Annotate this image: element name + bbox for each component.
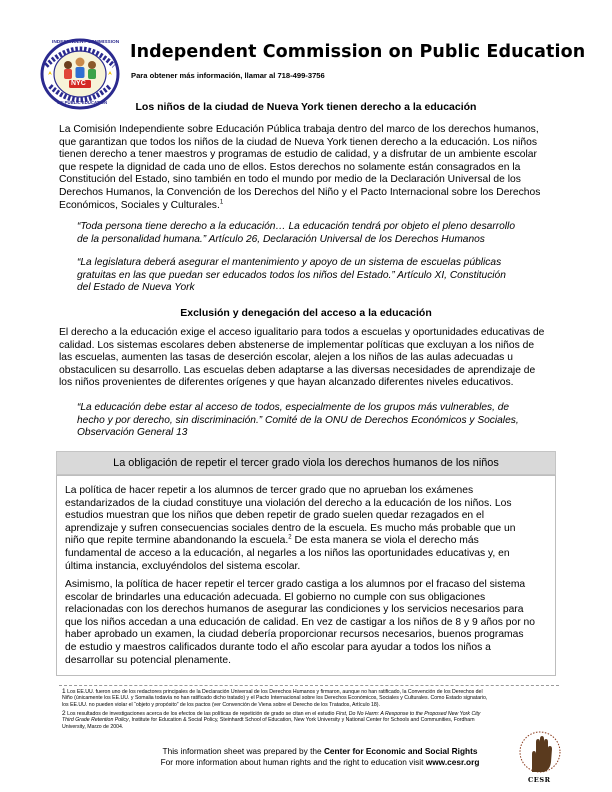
quote-line: gratuitas en las que puedan ser educados todos los niños del Estado.” Artículo XI, Constitución (77, 269, 506, 281)
footnote-ref[interactable]: 1 (219, 199, 224, 206)
footer-more-info (130, 757, 510, 767)
text-line: de estudio y maestros calificados durante todo el año escolar para ayudar a todos los niños a (65, 641, 491, 653)
box-heading: La obligación de repetir el tercer grado viola los derechos humanos de los niños (56, 451, 556, 475)
footnote-text: Los resultados de investigaciones acerca de los efectos de las políticas de repetición de grado se citan en el estudio (67, 711, 336, 717)
text-line: De esta manera se viola el derecho más (291, 535, 479, 547)
footnote-2 (62, 711, 562, 730)
logo-ring-bottom: ON PUBLIC EDUCATION (57, 100, 108, 105)
footnote-title: First, Do No Harm: A Response to the Proposed New York City (335, 711, 481, 717)
footnote-number: 2 (62, 710, 66, 717)
text-line: que los niños accedan a una educación de calidad. En vez de castigar a los niños de 8 y 9 años por no (65, 616, 535, 628)
footer-text: For more information about human rights and the right to education visit (160, 757, 426, 767)
text-line: escolar de brindarles una educación adecuada. El gobierno no cumple con sus obligaciones (65, 591, 486, 603)
quote-line: del Estado de Nueva York (77, 282, 195, 294)
quote-udhr (77, 221, 557, 246)
quote-line: hecho y por derecho, sin discriminación.” Comité de la ONU de Derechos Económicos y Sociales, (77, 414, 519, 426)
text-line: obstaculicen su desarrollo. Las escuelas deben adaptarse a las diversas necesidades de aprendizaje de (59, 364, 536, 376)
cesr-logo-text: CESR (528, 776, 551, 784)
quote-line: Observación General 13 (77, 427, 188, 439)
footnote-1 (62, 689, 562, 708)
text-line: relacionadas con los derechos humanos de asegurar las condiciones y los servicios necesarios para (65, 604, 524, 616)
footnote-text: University, Marzo de 2004. (62, 723, 124, 730)
text-line: que garantizan que todos los niños de la ciudad de Nueva York tienen derecho a la educación. Los niños (59, 136, 538, 148)
text-line: La Comisión Independiente sobre Educación Pública trabaja dentro del marco de los derechos humanos, (59, 124, 539, 135)
text-line: estandarizados de la ciudad constituye una violación del derecho a la educación de los niños. Los (65, 497, 512, 509)
text-line: calidad. Los sistemas escolares deben abstenerse de implementar políticas que excluyan a los niños de (59, 339, 535, 351)
intro-paragraph (59, 124, 559, 212)
text-line: Constitución del Estado, sino también en todo el mundo por medio de la Declaración Universal de los (59, 174, 521, 186)
text-line: que respete la dignidad de cada uno de ellos. Estos derechos no solamente están consagrados en la (59, 161, 521, 173)
text-line: los niños provenientes de diferentes orígenes y que hayan alcanzado diferentes niveles educativos. (59, 377, 514, 389)
exclusion-paragraph (59, 327, 559, 390)
footnote-text: , Institute for Education & Social Policy, Steinhardt School of Education, New York University y National Center for Schools and Communities, Fordham (128, 717, 475, 724)
retention-paragraph-2 (65, 579, 549, 667)
logo-ring-top: INDEPENDENT COMMISSION (52, 40, 120, 45)
quote-line: “La legislatura deberá asegurar el mantenimiento y apoyo de un sistema de escuelas públicas (77, 257, 502, 268)
text-line: Asimismo, la política de hacer repetir el tercer grado castiga a los alumnos por el fracaso del sistema (65, 579, 526, 590)
text-line: niño que repite termine abandonando la escuela. (65, 535, 289, 547)
raised-hand-icon (516, 728, 564, 780)
retention-paragraph-1 (65, 485, 549, 573)
text-line: El derecho a la educación exige el acceso igualitario para todos a escuelas y oportunidades educativas de (59, 327, 545, 338)
section-heading-exclusion: Exclusión y denegación del acceso a la educación (180, 307, 432, 319)
footer-text: This information sheet was prepared by the (162, 746, 324, 756)
quote-ny-constitution (77, 257, 557, 295)
footnote-text: Niño (únicamente los EE.UU. y Somalia todavía no han ratificado dicho tratado) y el Pacto Internacional sobre los Derechos Económicos, Sociales y Culturales. Como Estado signatario, (62, 695, 488, 702)
text-line: las escuelas, aumenten las tasas de deserción escolar, alejen a los niños de las aulas adecuadas u (59, 352, 513, 364)
cesr-link[interactable]: www.cesr.org (425, 757, 480, 767)
text-line: tienen derecho a tener maestros y programas de estudio de calidad, y a disfrutar de un ambiente escolar (59, 149, 537, 161)
text-line: estudios muestran que los niños que deben repetir de grado suelen quedar rezagados en el (65, 510, 485, 522)
text-line: Económicos, Sociales y Culturales. (59, 199, 220, 211)
footnote-divider (59, 685, 559, 686)
quote-line: de la personalidad humana.” Artículo 26, Declaración Universal de los Derechos Humanos (77, 233, 485, 245)
footnote-number: 1 (62, 688, 66, 695)
quote-un-committee (77, 402, 557, 440)
text-line: Derechos Humanos, la Convención de los Derechos del Niño y el Pacto Internacional sobre los Derechos (59, 186, 541, 198)
text-line: La política de hacer repetir a los alumnos de tercer grado que no aprueban los exámenes (65, 485, 474, 496)
footnote-text: Los EE.UU. fueron uno de los redactores principales de la Declaración Universal de los Derechos Humanos y firmaron, aunque no han ratificado, la Convención de los Derechos del (67, 689, 483, 695)
footer-credit (130, 746, 510, 756)
logo-badge: NYC (71, 80, 86, 87)
text-line: desarrollar su potencial plenamente. (65, 654, 231, 666)
text-line: última instancia, excluyéndolos del sistema escolar. (65, 560, 301, 572)
contact-line: Para obtener más información, llamar al 718-499-3756 (131, 71, 325, 80)
footnote-ref[interactable]: 2 (288, 534, 292, 541)
page-title: Independent Commission on Public Education (130, 42, 586, 62)
text-line: fundamental de acceso a la educación, al negarles a los niños las oportunidades educativas y, en (65, 547, 510, 559)
section-heading-rights: Los niños de la ciudad de Nueva York tienen derecho a la educación (135, 101, 477, 113)
cesr-name: Center for Economic and Social Rights (323, 746, 478, 756)
footnote-title: Third Grade Retention Policy (62, 717, 129, 724)
quote-line: “Toda persona tiene derecho a la educación… La educación tendrá por objeto el pleno desarrollo (77, 221, 515, 232)
quote-line: “La educación debe estar al acceso de todos, especialmente de los grupos más vulnerables, de (77, 402, 510, 413)
footnote-text: los EE.UU. no pueden violar el “objeto y propósito” de los pactos (ver Convención de Viena sobre el Derecho de los Tratados, Artículo 18). (62, 701, 380, 708)
text-line: aprendizaje y sufren consecuencias sociales dentro de la escuela. Es mucho más probable que un (65, 522, 516, 534)
text-line: haber aprobado un examen, la ciudad debería proporcionar recursos necesarios, buenos programas (65, 629, 524, 641)
